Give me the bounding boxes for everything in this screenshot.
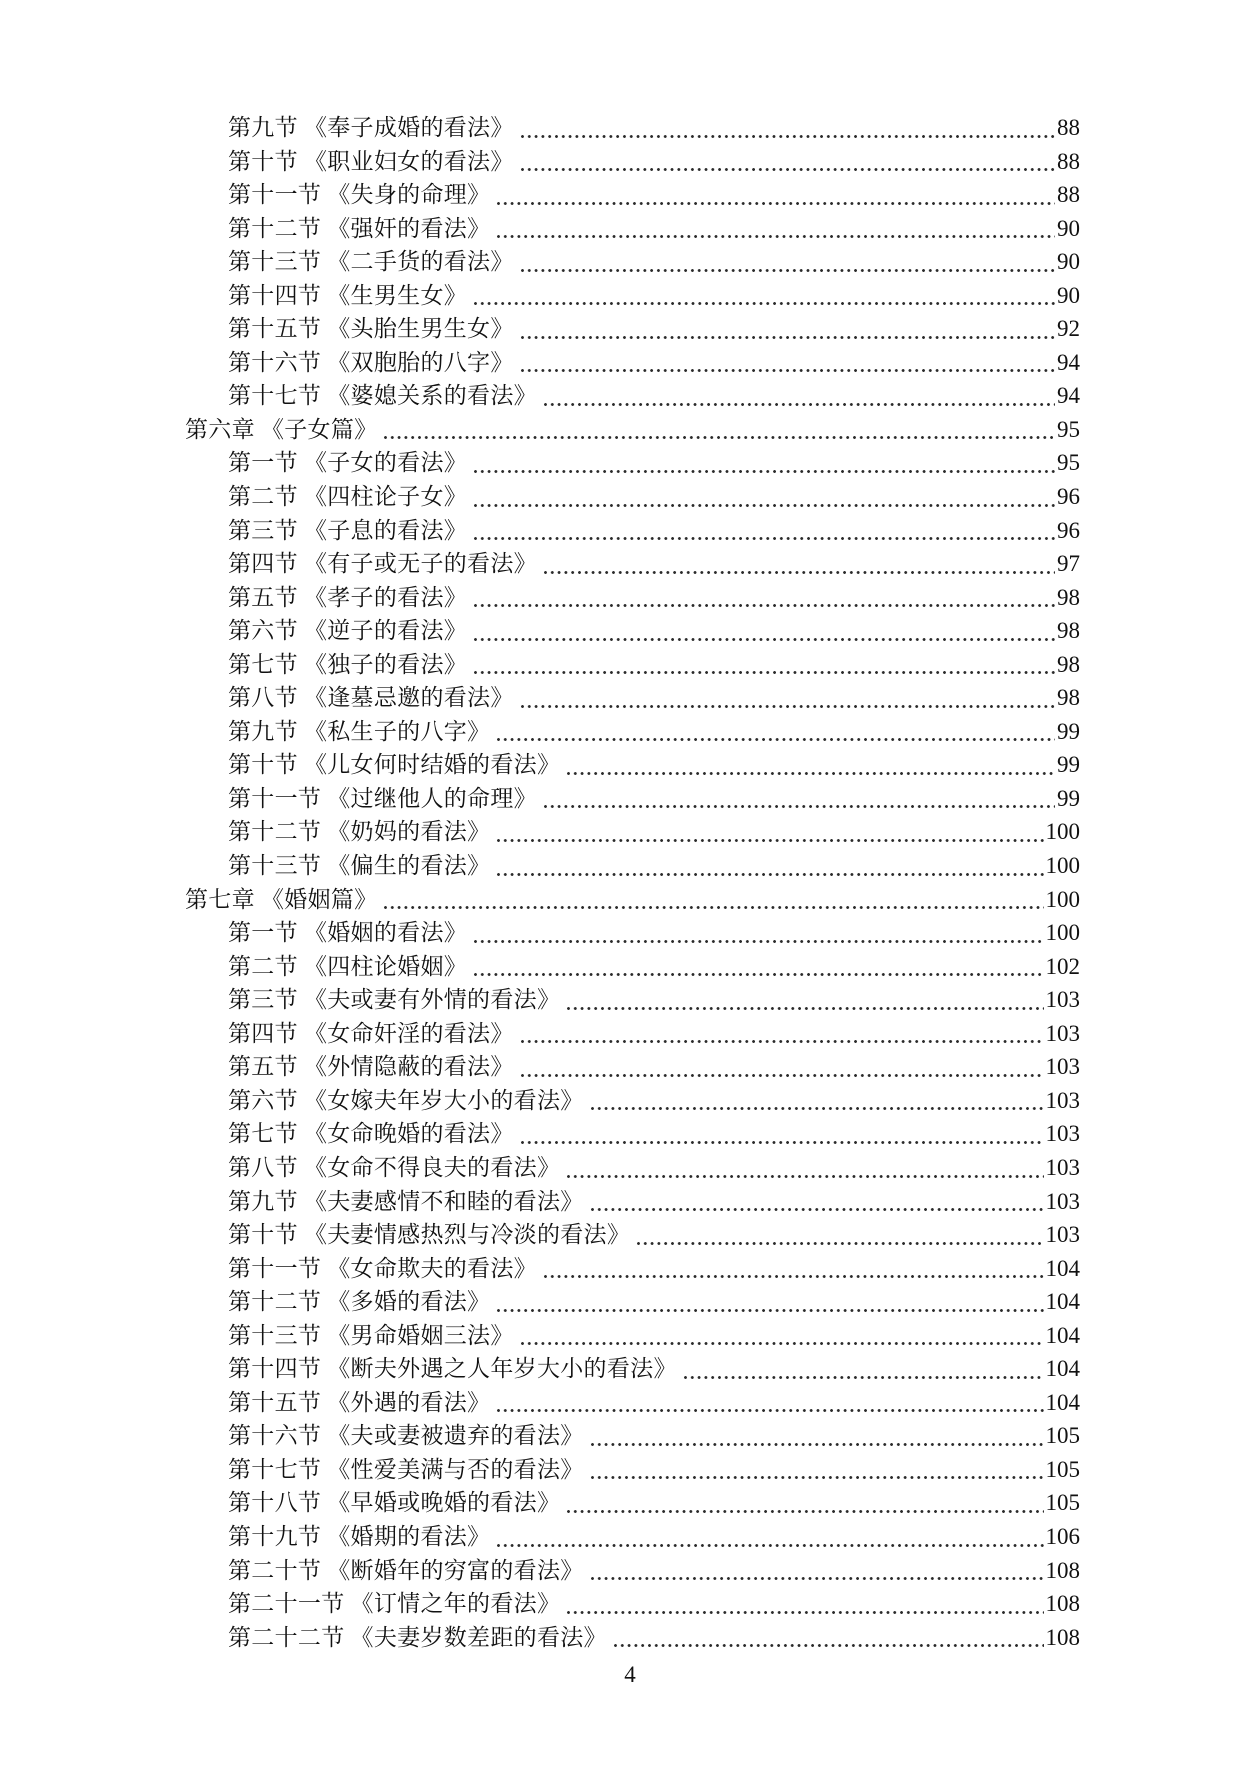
toc-page-number: 88 [1057,182,1080,208]
toc-entry-title: 第十四节 《断夫外遇之人年岁大小的看法》 [228,1356,677,1382]
toc-entry-title: 第六节 《女嫁夫年岁大小的看法》 [228,1087,584,1113]
toc-entry [185,1185,1080,1219]
toc-entry-title: 第十二节 《多婚的看法》 [228,1289,491,1315]
toc-entry [185,950,1080,984]
toc-entry-title: 第九节 《夫妻感情不和睦的看法》 [228,1188,584,1214]
toc-entry-title: 第七节 《女命晚婚的看法》 [228,1121,514,1147]
toc-entry [185,446,1080,480]
toc-entry [185,1554,1080,1588]
toc-dot-leader [560,1587,1045,1621]
toc-dot-leader [467,950,1045,984]
toc-dot-leader [490,849,1045,883]
toc-entry [185,916,1080,950]
toc-page-number: 96 [1057,484,1080,510]
toc-entry [185,1151,1080,1185]
toc-entry [185,547,1080,581]
toc-page-number: 100 [1045,853,1080,879]
toc-entry-title: 第五节 《孝子的看法》 [228,584,468,610]
toc-entry [185,1218,1080,1252]
toc-entry-title: 第十六节 《双胞胎的八字》 [228,349,514,375]
toc-entry-title: 第十一节 《失身的命理》 [228,182,491,208]
toc-entry-title: 第二十二节 《夫妻岁数差距的看法》 [228,1624,607,1650]
toc-entry-title: 第六节 《逆子的看法》 [228,618,468,644]
toc-page-number: 103 [1045,1020,1080,1046]
toc-entry-title: 第十五节 《头胎生男生女》 [228,316,514,342]
toc-page-number: 102 [1045,953,1080,979]
toc-page-number: 100 [1045,819,1080,845]
toc-page-number: 103 [1045,1188,1080,1214]
toc-dot-leader [514,312,1057,346]
toc-entry-title: 第十节 《儿女何时结婚的看法》 [228,752,561,778]
toc-page-number: 103 [1045,1154,1080,1180]
toc-entry-title: 第七章 《婚姻篇》 [185,886,378,912]
toc-page-number: 103 [1045,987,1080,1013]
toc-entry-title: 第十三节 《男命婚姻三法》 [228,1322,514,1348]
toc-entry [185,1050,1080,1084]
toc-page-number: 103 [1045,1121,1080,1147]
toc-page-number: 90 [1057,215,1080,241]
toc-dot-leader [377,413,1057,447]
toc-entry [185,1587,1080,1621]
toc-dot-leader [467,648,1057,682]
toc-entry [185,1520,1080,1554]
toc-dot-leader [537,1252,1046,1286]
toc-dot-leader [377,883,1045,917]
toc-dot-leader [514,145,1057,179]
toc-page-number: 108 [1045,1557,1080,1583]
toc-dot-leader [537,782,1057,816]
toc-page-number: 98 [1057,651,1080,677]
toc-dot-leader [514,1319,1046,1353]
table-of-contents [185,111,1080,1654]
toc-entry [185,312,1080,346]
toc-dot-leader [537,379,1057,413]
toc-dot-leader [467,279,1057,313]
toc-entry-title: 第二节 《四柱论子女》 [228,484,468,510]
toc-entry [185,782,1080,816]
toc-entry [185,212,1080,246]
toc-entry [185,748,1080,782]
toc-entry [185,1084,1080,1118]
toc-entry [185,1486,1080,1520]
toc-entry-title: 第九节 《私生子的八字》 [228,718,491,744]
toc-page-number: 98 [1057,685,1080,711]
toc-entry [185,1117,1080,1151]
toc-entry [185,1252,1080,1286]
toc-page-number: 103 [1045,1054,1080,1080]
toc-page-number: 94 [1057,383,1080,409]
toc-dot-leader [490,715,1057,749]
toc-entry [185,1386,1080,1420]
toc-entry-title: 第六章 《子女篇》 [185,416,378,442]
toc-dot-leader [490,1285,1045,1319]
toc-dot-leader [677,1352,1046,1386]
toc-entry [185,681,1080,715]
toc-entry-title: 第十七节 《婆媳关系的看法》 [228,383,537,409]
page-number-footer: 4 [624,1662,636,1687]
toc-entry-title: 第十四节 《生男生女》 [228,282,468,308]
toc-entry [185,480,1080,514]
toc-entry [185,1017,1080,1051]
toc-page-number: 105 [1045,1456,1080,1482]
toc-entry-title: 第三节 《夫或妻有外情的看法》 [228,987,561,1013]
toc-entry-title: 第十五节 《外遇的看法》 [228,1389,491,1415]
toc-dot-leader [560,1151,1045,1185]
toc-entry-title: 第十八节 《早婚或晚婚的看法》 [228,1490,561,1516]
toc-entry [185,111,1080,145]
toc-entry-title: 第十三节 《偏生的看法》 [228,853,491,879]
toc-page-number: 108 [1045,1591,1080,1617]
toc-dot-leader [584,1554,1046,1588]
toc-dot-leader [537,547,1057,581]
toc-entry [185,815,1080,849]
toc-dot-leader [584,1453,1046,1487]
toc-entry-title: 第九节 《奉子成婚的看法》 [228,115,514,140]
toc-entry-title: 第八节 《逢墓忌邀的看法》 [228,685,514,711]
toc-dot-leader [514,1117,1046,1151]
toc-dot-leader [560,748,1057,782]
toc-entry-title: 第十二节 《强奸的看法》 [228,215,491,241]
toc-entry [185,1352,1080,1386]
toc-entry-title: 第一节 《子女的看法》 [228,450,468,476]
toc-page-number: 105 [1045,1490,1080,1516]
toc-dot-leader [560,983,1045,1017]
toc-dot-leader [467,446,1057,480]
toc-page-number: 92 [1057,316,1080,342]
toc-page-number: 106 [1045,1523,1080,1549]
toc-dot-leader [584,1185,1046,1219]
toc-entry [185,1285,1080,1319]
toc-entry [185,1319,1080,1353]
toc-entry-title: 第八节 《女命不得良夫的看法》 [228,1154,561,1180]
toc-dot-leader [584,1084,1046,1118]
toc-dot-leader [607,1621,1046,1655]
toc-entry [185,614,1080,648]
toc-page-number: 100 [1045,920,1080,946]
toc-page-number: 95 [1057,450,1080,476]
toc-page-number: 96 [1057,517,1080,543]
toc-page-number: 104 [1045,1289,1080,1315]
toc-dot-leader [630,1218,1045,1252]
toc-entry [185,379,1080,413]
toc-page-number: 103 [1045,1087,1080,1113]
toc-entry [185,983,1080,1017]
toc-entry-title: 第十节 《夫妻情感热烈与冷淡的看法》 [228,1222,631,1248]
toc-page-number: 99 [1057,785,1080,811]
toc-entry-title: 第二节 《四柱论婚姻》 [228,953,468,979]
toc-dot-leader [514,111,1057,145]
toc-entry-title: 第三节 《子息的看法》 [228,517,468,543]
toc-page-number: 97 [1057,551,1080,577]
toc-page-number: 104 [1045,1255,1080,1281]
toc-dot-leader [514,681,1057,715]
toc-dot-leader [514,245,1057,279]
toc-page-number: 108 [1045,1624,1080,1650]
toc-dot-leader [490,1520,1045,1554]
toc-page-number: 104 [1045,1389,1080,1415]
toc-entry-title: 第四节 《有子或无子的看法》 [228,551,537,577]
toc-dot-leader [560,1486,1045,1520]
toc-entry [185,1621,1080,1655]
toc-dot-leader [514,346,1057,380]
toc-entry-title: 第二十节 《断婚年的穷富的看法》 [228,1557,584,1583]
toc-entry [185,279,1080,313]
toc-page-number: 90 [1057,282,1080,308]
toc-page-number: 100 [1045,886,1080,912]
toc-page-number: 94 [1057,349,1080,375]
toc-entry [185,413,1080,447]
toc-entry [185,648,1080,682]
toc-entry-title: 第十一节 《女命欺夫的看法》 [228,1255,537,1281]
toc-entry [185,178,1080,212]
toc-entry-title: 第十二节 《奶妈的看法》 [228,819,491,845]
toc-page-number: 99 [1057,718,1080,744]
toc-entry [185,346,1080,380]
toc-entry [185,849,1080,883]
toc-page-number: 90 [1057,249,1080,275]
toc-entry-title: 第十三节 《二手货的看法》 [228,249,514,275]
toc-entry [185,1453,1080,1487]
toc-page-number: 99 [1057,752,1080,778]
toc-entry-title: 第七节 《独子的看法》 [228,651,468,677]
toc-dot-leader [514,1017,1046,1051]
toc-entry [185,715,1080,749]
toc-entry [185,145,1080,179]
toc-dot-leader [490,178,1057,212]
toc-dot-leader [467,614,1057,648]
toc-entry-title: 第十一节 《过继他人的命理》 [228,785,537,811]
toc-entry-title: 第十六节 《夫或妻被遗弃的看法》 [228,1423,584,1449]
toc-dot-leader [467,514,1057,548]
toc-dot-leader [490,212,1057,246]
toc-dot-leader [584,1419,1046,1453]
toc-entry-title: 第十节 《职业妇女的看法》 [228,148,514,174]
toc-dot-leader [467,581,1057,615]
toc-dot-leader [467,916,1045,950]
toc-entry [185,581,1080,615]
toc-page-number: 104 [1045,1322,1080,1348]
toc-entry [185,883,1080,917]
toc-dot-leader [514,1050,1046,1084]
toc-entry [185,514,1080,548]
toc-entry-title: 第一节 《婚姻的看法》 [228,920,468,946]
toc-page-number: 105 [1045,1423,1080,1449]
toc-entry-title: 第四节 《女命奸淫的看法》 [228,1020,514,1046]
toc-page-number: 95 [1057,416,1080,442]
toc-entry [185,245,1080,279]
toc-page-number: 98 [1057,584,1080,610]
toc-entry-title: 第十七节 《性爱美满与否的看法》 [228,1456,584,1482]
toc-entry-title: 第二十一节 《订情之年的看法》 [228,1591,561,1617]
toc-page-number: 88 [1057,115,1080,140]
toc-dot-leader [490,1386,1045,1420]
toc-page-number: 98 [1057,618,1080,644]
toc-entry-title: 第十九节 《婚期的看法》 [228,1523,491,1549]
toc-dot-leader [490,815,1045,849]
toc-page-number: 103 [1045,1222,1080,1248]
toc-dot-leader [467,480,1057,514]
toc-page-number: 104 [1045,1356,1080,1382]
toc-entry-title: 第五节 《外情隐蔽的看法》 [228,1054,514,1080]
toc-page-number: 88 [1057,148,1080,174]
toc-entry [185,1419,1080,1453]
